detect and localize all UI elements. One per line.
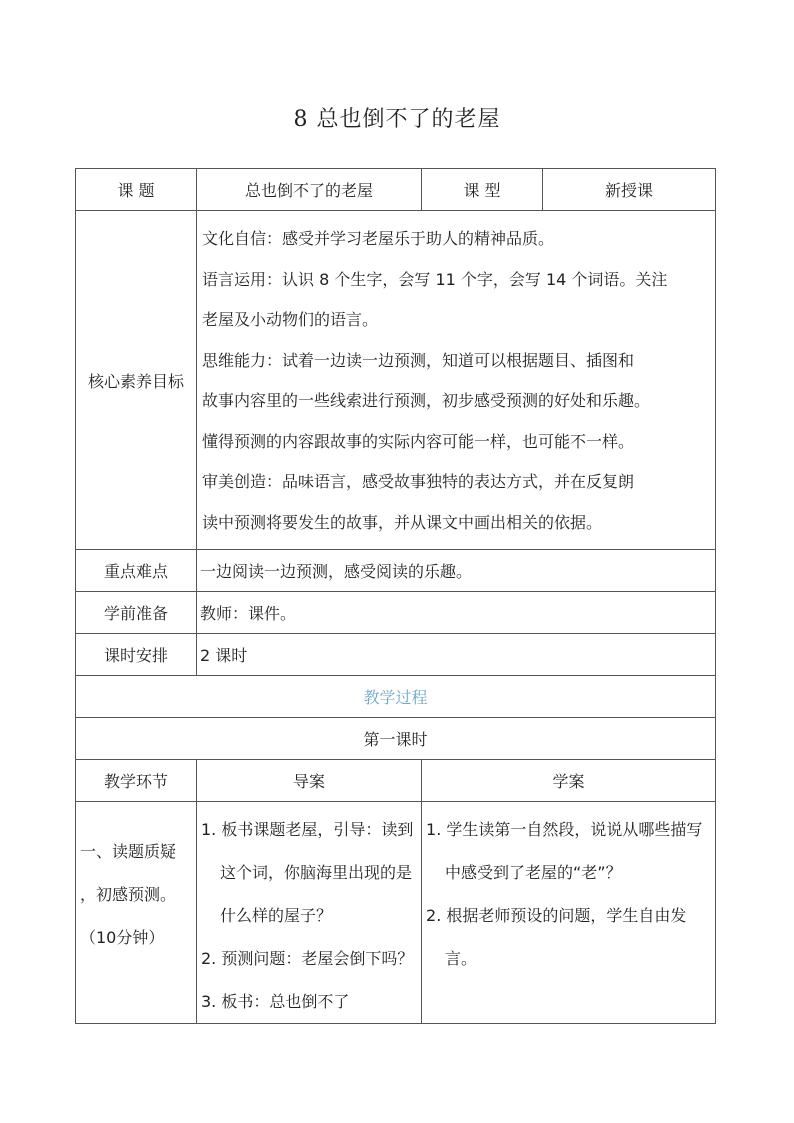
focus-label: 重点难点	[76, 550, 197, 592]
row-first-lesson	[76, 718, 716, 760]
stage-name-line: 一、读题质疑	[80, 842, 177, 861]
stage-name-line: （10分钟）	[80, 928, 165, 947]
guide-item: 1. 板书课题老屋，引导：读到这个词，你脑海里出现的是什么样的屋子？	[201, 820, 414, 925]
col-study-header: 学案	[422, 760, 716, 802]
prep-label: 学前准备	[76, 592, 197, 634]
goals-line: 审美创造：品味语言，感受故事独特的表达方式，并在反复朗	[202, 472, 635, 491]
goals-label: 核心素养目标	[76, 211, 197, 550]
row-focus	[76, 550, 716, 592]
goals-line: 文化自信：感受并学习老屋乐于助人的精神品质。	[202, 229, 555, 248]
document-title: 8 总也倒不了的老屋	[293, 107, 501, 132]
col-guide-header: 导案	[197, 760, 422, 802]
goals-line: 懂得预测的内容跟故事的实际内容可能一样，也可能不一样。	[202, 431, 635, 451]
lesson-label: 课 题	[76, 169, 197, 211]
guide-item: 3. 板书：总也倒不了	[201, 992, 350, 1011]
prep-value: 教师：课件。	[197, 592, 716, 634]
row-hours	[76, 634, 716, 676]
type-value: 新授课	[543, 169, 716, 211]
row-columns	[76, 760, 716, 802]
goals-content	[197, 211, 716, 550]
stage-name-line: ，初感预测。	[80, 885, 177, 904]
row-goals	[76, 211, 716, 550]
row-stage-1	[76, 802, 716, 1024]
goals-line: 语言运用：认识 8 个生字，会写 11 个字，会写 14 个词语。关注	[202, 269, 668, 289]
hours-value: 2 课时	[197, 634, 716, 676]
first-lesson-heading: 第一课时	[76, 718, 716, 760]
study-item: 1. 学生读第一自然段，说说从哪些描写中感受到了老屋的“老”？	[426, 820, 703, 882]
row-lesson-info	[76, 169, 716, 211]
stage-1-study	[422, 802, 716, 1024]
guide-item: 2. 预测问题：老屋会倒下吗？	[201, 949, 414, 968]
col-stage-header: 教学环节	[76, 760, 197, 802]
teaching-process-heading: 教学过程	[76, 676, 716, 718]
hours-label: 课时安排	[76, 634, 197, 676]
focus-value: 一边阅读一边预测，感受阅读的乐趣。	[197, 550, 716, 592]
row-process	[76, 676, 716, 718]
stage-1-guide	[197, 802, 422, 1024]
goals-line: 思维能力：试着一边读一边预测，知道可以根据题目、插图和	[202, 350, 635, 370]
row-prep	[76, 592, 716, 634]
type-label: 课 型	[422, 169, 543, 211]
stage-1-name	[76, 802, 197, 1024]
lesson-plan-table	[75, 168, 716, 1024]
lesson-value: 总也倒不了的老屋	[197, 169, 422, 211]
goals-line: 故事内容里的一些线索进行预测，初步感受预测的好处和乐趣。	[202, 391, 651, 410]
goals-line: 读中预测将要发生的故事，并从课文中画出相关的依据。	[202, 512, 603, 532]
goals-line: 老屋及小动物们的语言。	[202, 310, 379, 329]
study-item: 2. 根据老师预设的问题，学生自由发言。	[426, 906, 687, 968]
